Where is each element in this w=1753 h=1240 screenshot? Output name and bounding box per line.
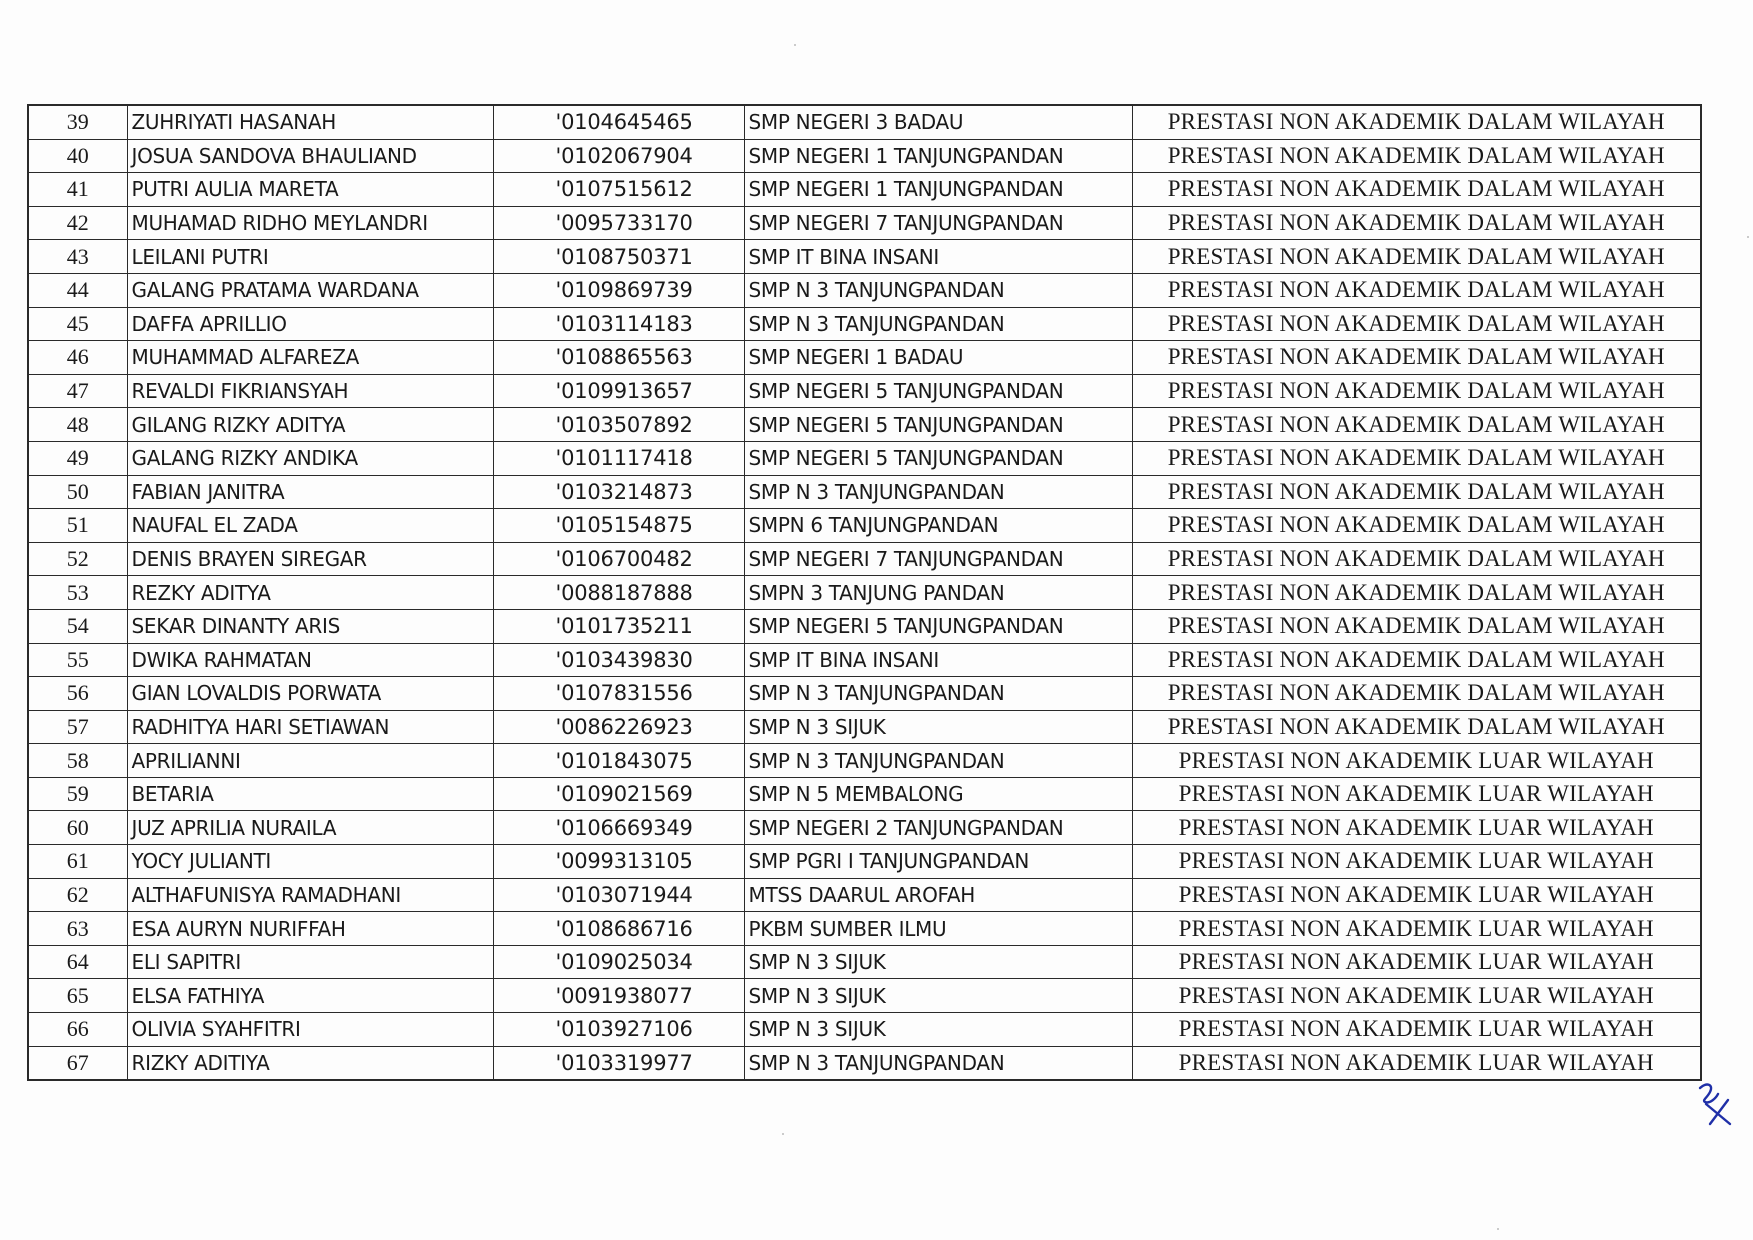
admission-path: PRESTASI NON AKADEMIK LUAR WILAYAH [1132, 777, 1701, 811]
admission-path: PRESTASI NON AKADEMIK DALAM WILAYAH [1132, 441, 1701, 475]
row-number: 51 [28, 509, 127, 543]
origin-school: SMP N 3 SIJUK [744, 710, 1132, 744]
origin-school: SMPN 6 TANJUNGPANDAN [744, 509, 1132, 543]
table-row [28, 777, 1701, 811]
student-nisn: '0088187888 [493, 576, 744, 610]
table-row [28, 811, 1701, 845]
student-nisn: '0108750371 [493, 240, 744, 274]
student-nisn: '0103319977 [493, 1046, 744, 1080]
table-row [28, 273, 1701, 307]
row-number: 56 [28, 677, 127, 711]
origin-school: SMP N 3 TANJUNGPANDAN [744, 744, 1132, 778]
origin-school: SMP N 5 MEMBALONG [744, 777, 1132, 811]
student-nisn: '0101117418 [493, 441, 744, 475]
row-number: 41 [28, 173, 127, 207]
student-name: DENIS BRAYEN SIREGAR [127, 542, 493, 576]
student-nisn: '0091938077 [493, 979, 744, 1013]
student-nisn: '0102067904 [493, 139, 744, 173]
table-row [28, 845, 1701, 879]
row-number: 47 [28, 374, 127, 408]
table-row [28, 341, 1701, 375]
origin-school: SMP NEGERI 5 TANJUNGPANDAN [744, 609, 1132, 643]
student-name: JOSUA SANDOVA BHAULIAND [127, 139, 493, 173]
origin-school: SMP NEGERI 1 TANJUNGPANDAN [744, 173, 1132, 207]
admission-path: PRESTASI NON AKADEMIK DALAM WILAYAH [1132, 677, 1701, 711]
admission-path: PRESTASI NON AKADEMIK LUAR WILAYAH [1132, 744, 1701, 778]
signature-initial [1696, 1078, 1736, 1128]
row-number: 58 [28, 744, 127, 778]
student-nisn: '0107831556 [493, 677, 744, 711]
scan-speck [782, 1133, 784, 1135]
table-row [28, 677, 1701, 711]
row-number: 61 [28, 845, 127, 879]
origin-school: SMP N 3 SIJUK [744, 1013, 1132, 1047]
student-nisn: '0107515612 [493, 173, 744, 207]
table-row [28, 374, 1701, 408]
row-number: 57 [28, 710, 127, 744]
origin-school: SMP IT BINA INSANI [744, 643, 1132, 677]
admission-path: PRESTASI NON AKADEMIK DALAM WILAYAH [1132, 509, 1701, 543]
origin-school: SMP PGRI I TANJUNGPANDAN [744, 845, 1132, 879]
row-number: 52 [28, 542, 127, 576]
origin-school: SMP NEGERI 7 TANJUNGPANDAN [744, 542, 1132, 576]
row-number: 62 [28, 878, 127, 912]
table-row [28, 1013, 1701, 1047]
scan-speck [794, 44, 796, 46]
student-nisn: '0106669349 [493, 811, 744, 845]
origin-school: SMP NEGERI 7 TANJUNGPANDAN [744, 206, 1132, 240]
table-row [28, 307, 1701, 341]
student-nisn: '0105154875 [493, 509, 744, 543]
table-row [28, 912, 1701, 946]
table-row [28, 878, 1701, 912]
admission-path: PRESTASI NON AKADEMIK DALAM WILAYAH [1132, 542, 1701, 576]
row-number: 40 [28, 139, 127, 173]
admission-path: PRESTASI NON AKADEMIK DALAM WILAYAH [1132, 710, 1701, 744]
origin-school: MTSS DAARUL AROFAH [744, 878, 1132, 912]
row-number: 60 [28, 811, 127, 845]
table-row [28, 542, 1701, 576]
origin-school: SMP IT BINA INSANI [744, 240, 1132, 274]
student-name: REZKY ADITYA [127, 576, 493, 610]
student-nisn: '0109869739 [493, 273, 744, 307]
row-number: 39 [28, 105, 127, 139]
student-nisn: '0109025034 [493, 945, 744, 979]
origin-school: SMP NEGERI 3 BADAU [744, 105, 1132, 139]
student-name: PUTRI AULIA MARETA [127, 173, 493, 207]
origin-school: SMP N 3 TANJUNGPANDAN [744, 677, 1132, 711]
student-name: DWIKA RAHMATAN [127, 643, 493, 677]
student-name: GALANG PRATAMA WARDANA [127, 273, 493, 307]
admission-path: PRESTASI NON AKADEMIK DALAM WILAYAH [1132, 341, 1701, 375]
student-table-body [28, 105, 1701, 1080]
origin-school: SMP N 3 SIJUK [744, 979, 1132, 1013]
table-row [28, 710, 1701, 744]
table-row [28, 475, 1701, 509]
student-nisn: '0086226923 [493, 710, 744, 744]
student-name: SEKAR DINANTY ARIS [127, 609, 493, 643]
admission-path: PRESTASI NON AKADEMIK DALAM WILAYAH [1132, 609, 1701, 643]
row-number: 54 [28, 609, 127, 643]
table-row [28, 173, 1701, 207]
student-name: GALANG RIZKY ANDIKA [127, 441, 493, 475]
table-row [28, 744, 1701, 778]
student-name: ESA AURYN NURIFFAH [127, 912, 493, 946]
admission-path: PRESTASI NON AKADEMIK LUAR WILAYAH [1132, 979, 1701, 1013]
row-number: 48 [28, 408, 127, 442]
admission-path: PRESTASI NON AKADEMIK LUAR WILAYAH [1132, 912, 1701, 946]
row-number: 45 [28, 307, 127, 341]
student-name: BETARIA [127, 777, 493, 811]
student-nisn: '0109021569 [493, 777, 744, 811]
student-name: GILANG RIZKY ADITYA [127, 408, 493, 442]
row-number: 64 [28, 945, 127, 979]
student-nisn: '0103927106 [493, 1013, 744, 1047]
origin-school: SMP NEGERI 5 TANJUNGPANDAN [744, 374, 1132, 408]
origin-school: SMP N 3 TANJUNGPANDAN [744, 475, 1132, 509]
student-nisn: '0103214873 [493, 475, 744, 509]
table-row [28, 576, 1701, 610]
scan-speck [1497, 1228, 1499, 1230]
admission-path: PRESTASI NON AKADEMIK DALAM WILAYAH [1132, 240, 1701, 274]
admission-path: PRESTASI NON AKADEMIK DALAM WILAYAH [1132, 576, 1701, 610]
admission-path: PRESTASI NON AKADEMIK DALAM WILAYAH [1132, 307, 1701, 341]
table-row [28, 643, 1701, 677]
admission-path: PRESTASI NON AKADEMIK LUAR WILAYAH [1132, 1013, 1701, 1047]
origin-school: SMPN 3 TANJUNG PANDAN [744, 576, 1132, 610]
row-number: 44 [28, 273, 127, 307]
row-number: 67 [28, 1046, 127, 1080]
table-row [28, 441, 1701, 475]
student-nisn: '0109913657 [493, 374, 744, 408]
student-nisn: '0103114183 [493, 307, 744, 341]
admission-path: PRESTASI NON AKADEMIK LUAR WILAYAH [1132, 1046, 1701, 1080]
row-number: 66 [28, 1013, 127, 1047]
origin-school: SMP N 3 SIJUK [744, 945, 1132, 979]
student-name: LEILANI PUTRI [127, 240, 493, 274]
origin-school: SMP NEGERI 5 TANJUNGPANDAN [744, 441, 1132, 475]
table-row [28, 979, 1701, 1013]
origin-school: SMP NEGERI 1 TANJUNGPANDAN [744, 139, 1132, 173]
row-number: 63 [28, 912, 127, 946]
admission-path: PRESTASI NON AKADEMIK DALAM WILAYAH [1132, 173, 1701, 207]
student-name: OLIVIA SYAHFITRI [127, 1013, 493, 1047]
origin-school: SMP NEGERI 1 BADAU [744, 341, 1132, 375]
student-nisn: '0108865563 [493, 341, 744, 375]
student-name: JUZ APRILIA NURAILA [127, 811, 493, 845]
student-nisn: '0106700482 [493, 542, 744, 576]
table-row [28, 240, 1701, 274]
student-name: ZUHRIYATI HASANAH [127, 105, 493, 139]
student-name: RADHITYA HARI SETIAWAN [127, 710, 493, 744]
student-name: GIAN LOVALDIS PORWATA [127, 677, 493, 711]
row-number: 65 [28, 979, 127, 1013]
origin-school: SMP N 3 TANJUNGPANDAN [744, 1046, 1132, 1080]
student-name: REVALDI FIKRIANSYAH [127, 374, 493, 408]
origin-school: PKBM SUMBER ILMU [744, 912, 1132, 946]
student-name: RIZKY ADITIYA [127, 1046, 493, 1080]
student-nisn: '0101843075 [493, 744, 744, 778]
student-name: YOCY JULIANTI [127, 845, 493, 879]
student-name: ALTHAFUNISYA RAMADHANI [127, 878, 493, 912]
table-row [28, 105, 1701, 139]
student-nisn: '0101735211 [493, 609, 744, 643]
table-row [28, 945, 1701, 979]
student-nisn: '0108686716 [493, 912, 744, 946]
table-row [28, 206, 1701, 240]
admission-path: PRESTASI NON AKADEMIK DALAM WILAYAH [1132, 273, 1701, 307]
student-nisn: '0095733170 [493, 206, 744, 240]
table-row [28, 1046, 1701, 1080]
admission-path: PRESTASI NON AKADEMIK DALAM WILAYAH [1132, 105, 1701, 139]
student-name: ELI SAPITRI [127, 945, 493, 979]
admission-path: PRESTASI NON AKADEMIK DALAM WILAYAH [1132, 643, 1701, 677]
table-row [28, 408, 1701, 442]
row-number: 59 [28, 777, 127, 811]
student-name: APRILIANNI [127, 744, 493, 778]
student-nisn: '0103071944 [493, 878, 744, 912]
admission-path: PRESTASI NON AKADEMIK DALAM WILAYAH [1132, 408, 1701, 442]
student-table [27, 104, 1702, 1081]
row-number: 53 [28, 576, 127, 610]
student-nisn: '0103507892 [493, 408, 744, 442]
admission-path: PRESTASI NON AKADEMIK LUAR WILAYAH [1132, 945, 1701, 979]
student-name: MUHAMAD RIDHO MEYLANDRI [127, 206, 493, 240]
admission-path: PRESTASI NON AKADEMIK DALAM WILAYAH [1132, 475, 1701, 509]
row-number: 42 [28, 206, 127, 240]
admission-path: PRESTASI NON AKADEMIK LUAR WILAYAH [1132, 845, 1701, 879]
row-number: 55 [28, 643, 127, 677]
admission-path: PRESTASI NON AKADEMIK DALAM WILAYAH [1132, 374, 1701, 408]
student-nisn: '0099313105 [493, 845, 744, 879]
student-name: MUHAMMAD ALFAREZA [127, 341, 493, 375]
scan-speck [1747, 236, 1749, 238]
origin-school: SMP NEGERI 2 TANJUNGPANDAN [744, 811, 1132, 845]
table-row [28, 139, 1701, 173]
origin-school: SMP N 3 TANJUNGPANDAN [744, 273, 1132, 307]
student-name: DAFFA APRILLIO [127, 307, 493, 341]
table-row [28, 609, 1701, 643]
admission-path: PRESTASI NON AKADEMIK DALAM WILAYAH [1132, 139, 1701, 173]
admission-path: PRESTASI NON AKADEMIK LUAR WILAYAH [1132, 811, 1701, 845]
student-nisn: '0103439830 [493, 643, 744, 677]
table-row [28, 509, 1701, 543]
admission-path: PRESTASI NON AKADEMIK DALAM WILAYAH [1132, 206, 1701, 240]
origin-school: SMP NEGERI 5 TANJUNGPANDAN [744, 408, 1132, 442]
row-number: 49 [28, 441, 127, 475]
row-number: 43 [28, 240, 127, 274]
origin-school: SMP N 3 TANJUNGPANDAN [744, 307, 1132, 341]
student-name: NAUFAL EL ZADA [127, 509, 493, 543]
student-name: FABIAN JANITRA [127, 475, 493, 509]
row-number: 46 [28, 341, 127, 375]
admission-path: PRESTASI NON AKADEMIK LUAR WILAYAH [1132, 878, 1701, 912]
row-number: 50 [28, 475, 127, 509]
student-name: ELSA FATHIYA [127, 979, 493, 1013]
student-nisn: '0104645465 [493, 105, 744, 139]
